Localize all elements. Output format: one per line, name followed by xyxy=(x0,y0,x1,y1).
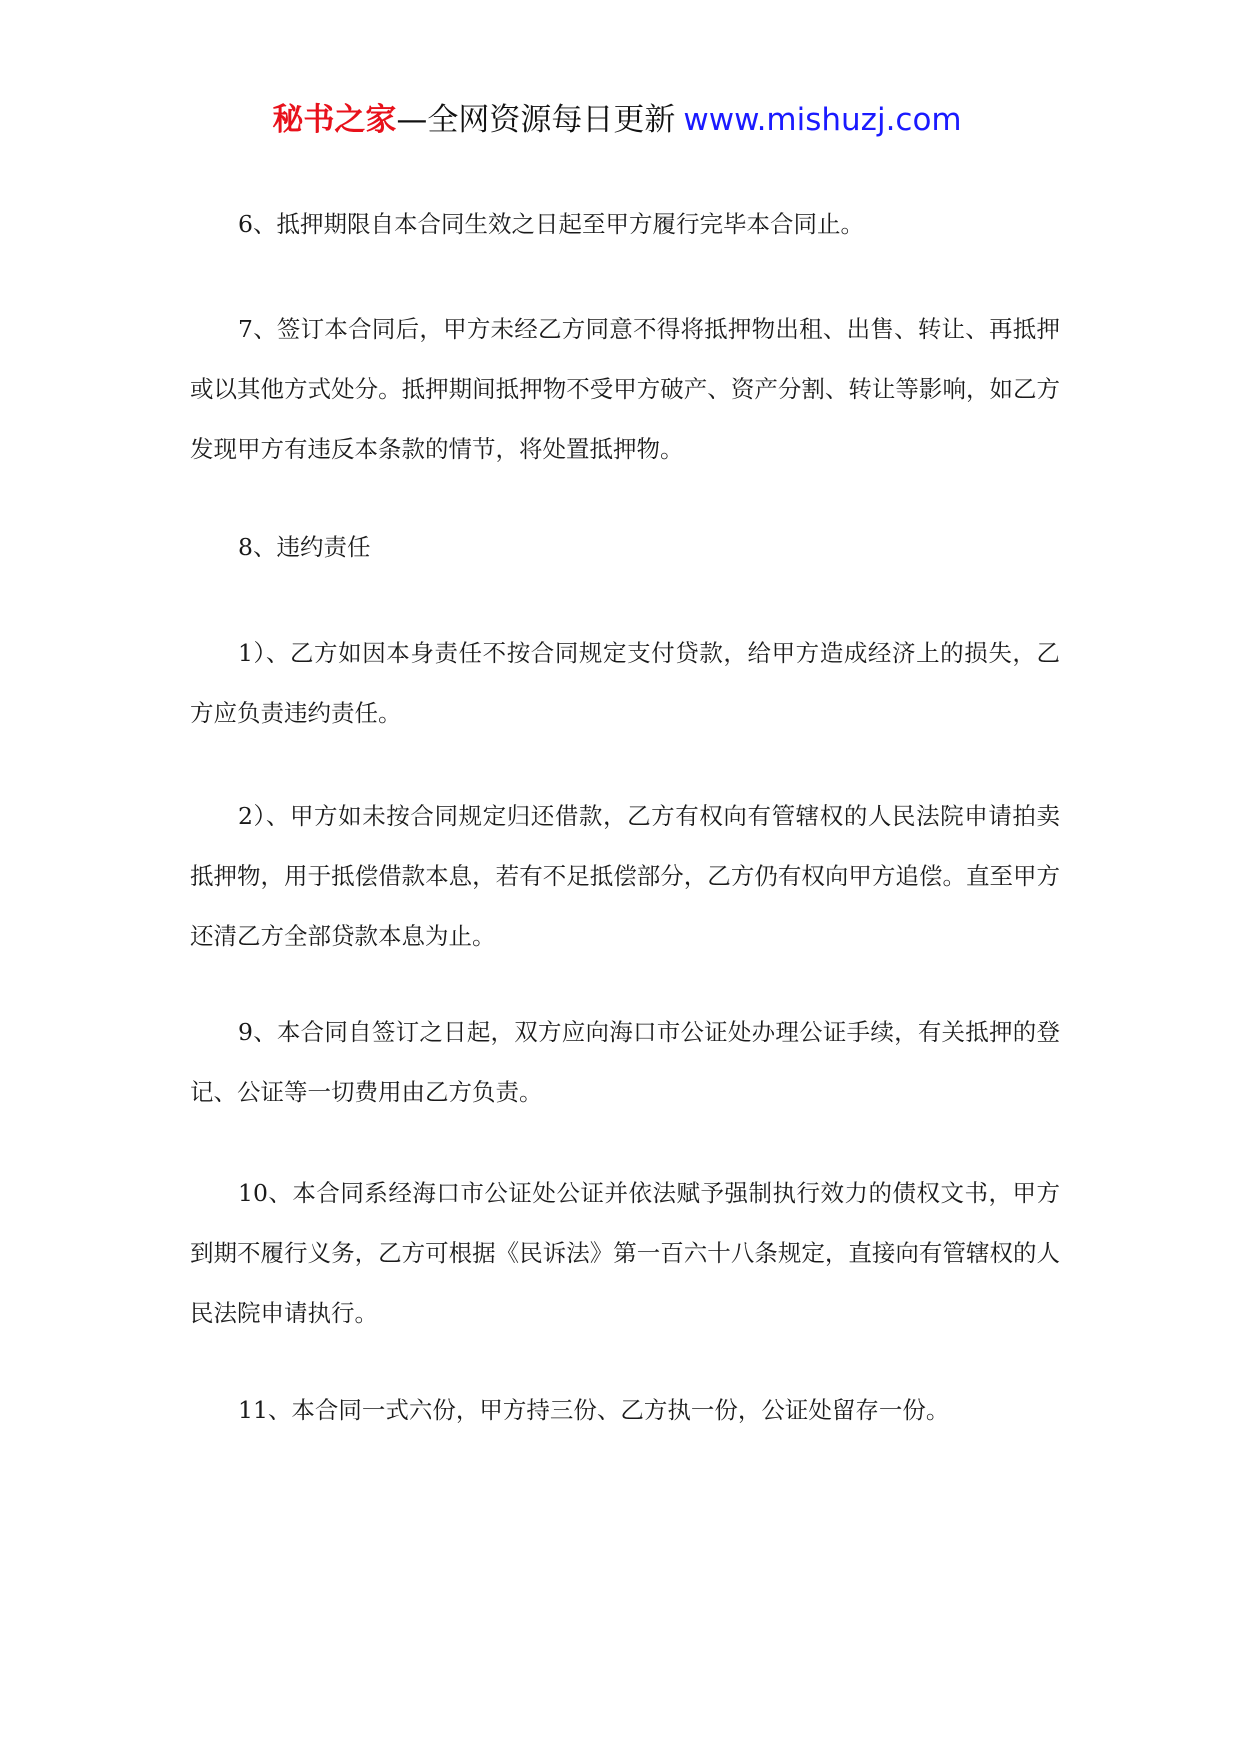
clause-6: 6、抵押期限自本合同生效之日起至甲方履行完毕本合同止。 xyxy=(238,210,864,238)
site-brand: 秘书之家 xyxy=(272,102,397,138)
site-header xyxy=(0,100,1234,140)
site-tagline: —全网资源每日更新 xyxy=(396,102,676,138)
clause-11: 11、本合同一式六份，甲方持三份、乙方执一份，公证处留存一份。 xyxy=(238,1396,950,1424)
clause-10: 10、本合同系经海口市公证处公证并依法赋予强制执行效力的债权文书，甲方到期不履行义务，乙方可根据《民诉法》第一百六十八条规定，直接向有管辖权的人民法院申请执行。 xyxy=(190,1179,1060,1327)
clause-8-heading: 8、违约责任 xyxy=(238,533,371,561)
clause-8-item-2: 2）、甲方如未按合同规定归还借款，乙方有权向有管辖权的人民法院申请拍卖抵押物，用于抵偿借款本息，若有不足抵偿部分，乙方仍有权向甲方追偿。直至甲方还清乙方全部贷款本息为止。 xyxy=(190,802,1060,950)
clause-8-item-1: 1）、乙方如因本身责任不按合同规定支付贷款，给甲方造成经济上的损失，乙方应负责违约责任。 xyxy=(190,639,1060,727)
site-url-link[interactable]: www.mishuzj.com xyxy=(683,102,962,138)
clause-9: 9、本合同自签订之日起，双方应向海口市公证处办理公证手续，有关抵押的登记、公证等一切费用由乙方负责。 xyxy=(190,1018,1060,1106)
clause-7: 7、签订本合同后，甲方未经乙方同意不得将抵押物出租、出售、转让、再抵押或以其他方式处分。抵押期间抵押物不受甲方破产、资产分割、转让等影响，如乙方发现甲方有违反本条款的情节，将处置抵押物。 xyxy=(190,315,1060,463)
